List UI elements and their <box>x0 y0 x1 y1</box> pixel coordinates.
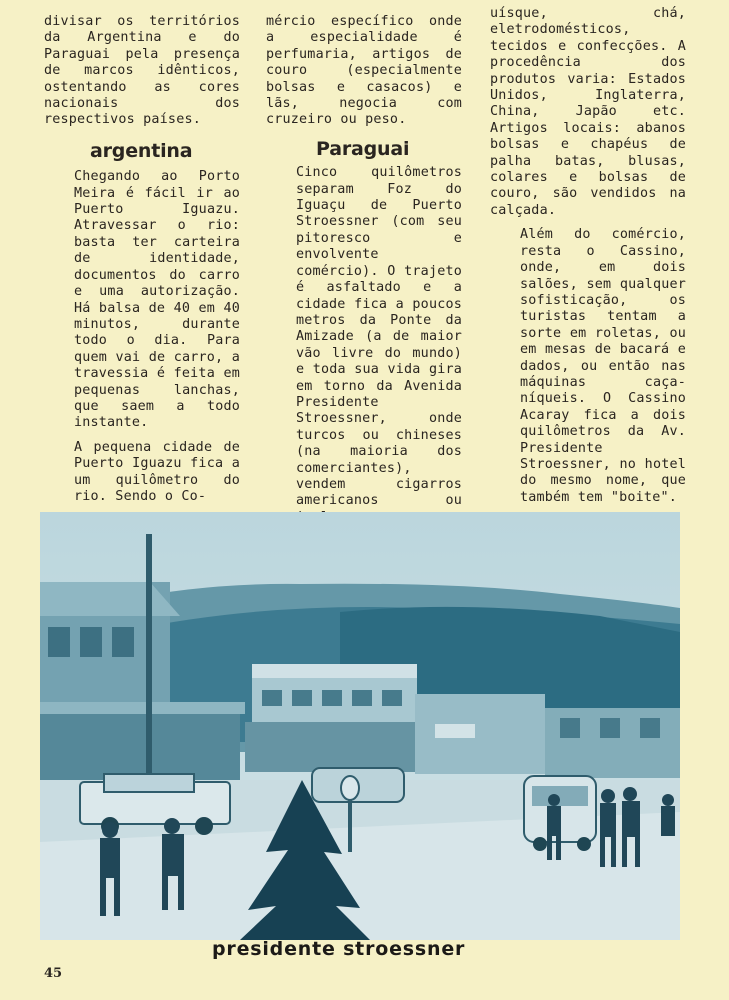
page-number: 45 <box>44 966 63 981</box>
paragraph: divisar os territórios da Argentina e do Paraguai pela presença de marcos idênticos, ostentando as cores nacionais dos respectivos países. <box>44 14 240 128</box>
text-column-1 <box>44 14 240 513</box>
paragraph: uísque, chá, eletrodomésticos, tecidos e confecções. A procedência dos produtos varia: Estados Unidos, Inglaterra, China, Japão etc. Artigos locais: abanos bolsas e chapéus de palha batas, blusas, colares e bolsas de couro, são vendidos na calçada. <box>490 6 686 218</box>
paragraph: A pequena cidade de Puerto Iguazu fica a um quilômetro do rio. Sendo o Co- <box>74 439 240 504</box>
photo-caption: presidente stroessner <box>212 938 466 960</box>
paragraph: Além do comércio, resta o Cassino, onde, em dois salões, sem qualquer sofisticação, os turistas tentam a sorte em roletas, ou em mesas de bacará e dados, ou então nas máquinas caça-níqueis. O Cassino Acaray fica a dois quilômetros da Av. Presidente Stroessner, no hotel do mesmo nome, que também tem "boite". <box>520 227 686 505</box>
paragraph: Chegando ao Porto Meira é fácil ir ao Puerto Iguazu. Atravessar o rio: basta ter carteira de identidade, documentos do carro e uma autorização. Há balsa de 40 em 40 minutos, durante todo o dia. Para quem vai de carro, a travessia é feita em pequenas lanchas, que saem a todo instante. <box>74 169 240 431</box>
text-column-2 <box>266 14 462 534</box>
section-heading-paraguai: Paraguai <box>316 137 410 160</box>
section-heading-argentina: argentina <box>90 139 193 162</box>
paragraph: Cinco quilômetros separam Foz do Iguaçu de Puerto Stroessner (com seu pitoresco e envolvente comércio). O trajeto é asfaltado e a cidade fica a poucos metros da Ponte da Amizade (a de maior vão livre do mundo) e toda sua vida gira em torno da Avenida Presidente Stroessner, onde turcos ou chineses (na maioria dos comerciantes), vendem cigarros americanos ou <box>296 165 462 509</box>
text-column-3 <box>490 6 686 514</box>
street-scene-illustration <box>40 512 680 940</box>
paragraph: mércio específico onde a especialidade é perfumaria, artigos de couro (especialmente bolsas e casacos) e lãs, negocia com cruzeiro ou peso. <box>266 14 462 128</box>
street-photo <box>40 512 680 940</box>
